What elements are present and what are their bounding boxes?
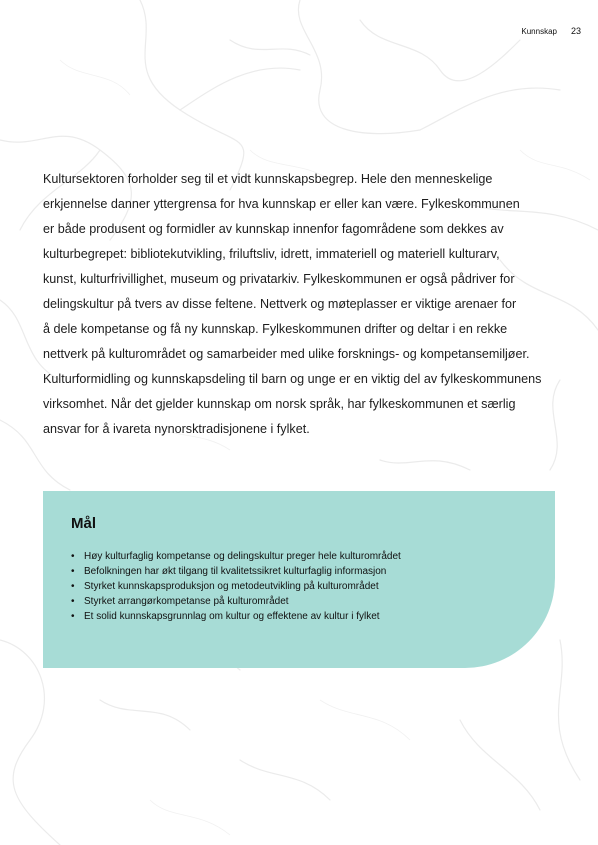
goal-text: Styrket arrangørkompetanse på kulturområdet <box>84 596 289 607</box>
body-line: erkjennelse danner yttergrensa for hva kunnskap er eller kan være. Fylkeskommunen <box>43 197 520 211</box>
goal-item <box>71 594 527 609</box>
goals-box <box>43 491 555 668</box>
bullet-icon: • <box>71 581 75 592</box>
goal-text: Høy kulturfaglig kompetanse og delingskultur preger hele kulturområdet <box>84 551 401 562</box>
body-line: kulturbegrepet: bibliotekutvikling, friluftsliv, idrett, immateriell og materiell kulturarv, <box>43 247 500 261</box>
goal-text: Styrket kunnskapsproduksjon og metodeutvikling på kulturområdet <box>84 581 379 592</box>
bullet-icon: • <box>71 566 75 577</box>
page-number: 23 <box>570 26 581 36</box>
goal-text: Et solid kunnskapsgrunnlag om kultur og effektene av kultur i fylket <box>84 611 380 622</box>
body-line: er både produsent og formidler av kunnskap innenfor fagområdene som dekkes av <box>43 222 504 236</box>
body-line: delingskultur på tvers av disse feltene. Nettverk og møteplasser er viktige arenaer for <box>43 297 517 311</box>
body-line: å dele kompetanse og få ny kunnskap. Fylkeskommunen drifter og deltar i en rekke <box>43 322 508 336</box>
body-line: kunst, kulturfrivillighet, museum og privatarkiv. Fylkeskommunen er også pådriver for <box>43 272 515 286</box>
goals-list <box>71 549 527 624</box>
goal-item <box>71 609 527 624</box>
body-line: Kulturformidling og kunnskapsdeling til barn og unge er en viktig del av fylkeskommunens <box>43 372 542 386</box>
page-header <box>521 26 581 36</box>
goal-text: Befolkningen har økt tilgang til kvalitetssikret kulturfaglig informasjon <box>84 566 387 577</box>
body-line: ansvar for å ivareta nynorsktradisjonene i fylket. <box>43 422 310 436</box>
goals-title: Mål <box>71 515 97 532</box>
body-line: virksomhet. Når det gjelder kunnskap om norsk språk, har fylkeskommunen et særlig <box>43 397 516 411</box>
body-paragraph <box>43 167 563 442</box>
goal-item <box>71 579 527 594</box>
bullet-icon: • <box>71 551 75 562</box>
bullet-icon: • <box>71 596 75 607</box>
body-line: nettverk på kulturområdet og samarbeider med ulike forsknings- og kompetansemiljøer. <box>43 347 530 361</box>
body-line: Kultursektoren forholder seg til et vidt kunnskapsbegrep. Hele den menneskelige <box>43 172 493 186</box>
section-title: Kunnskap <box>521 27 557 36</box>
goal-item <box>71 549 527 564</box>
bullet-icon: • <box>71 611 75 622</box>
goal-item <box>71 564 527 579</box>
